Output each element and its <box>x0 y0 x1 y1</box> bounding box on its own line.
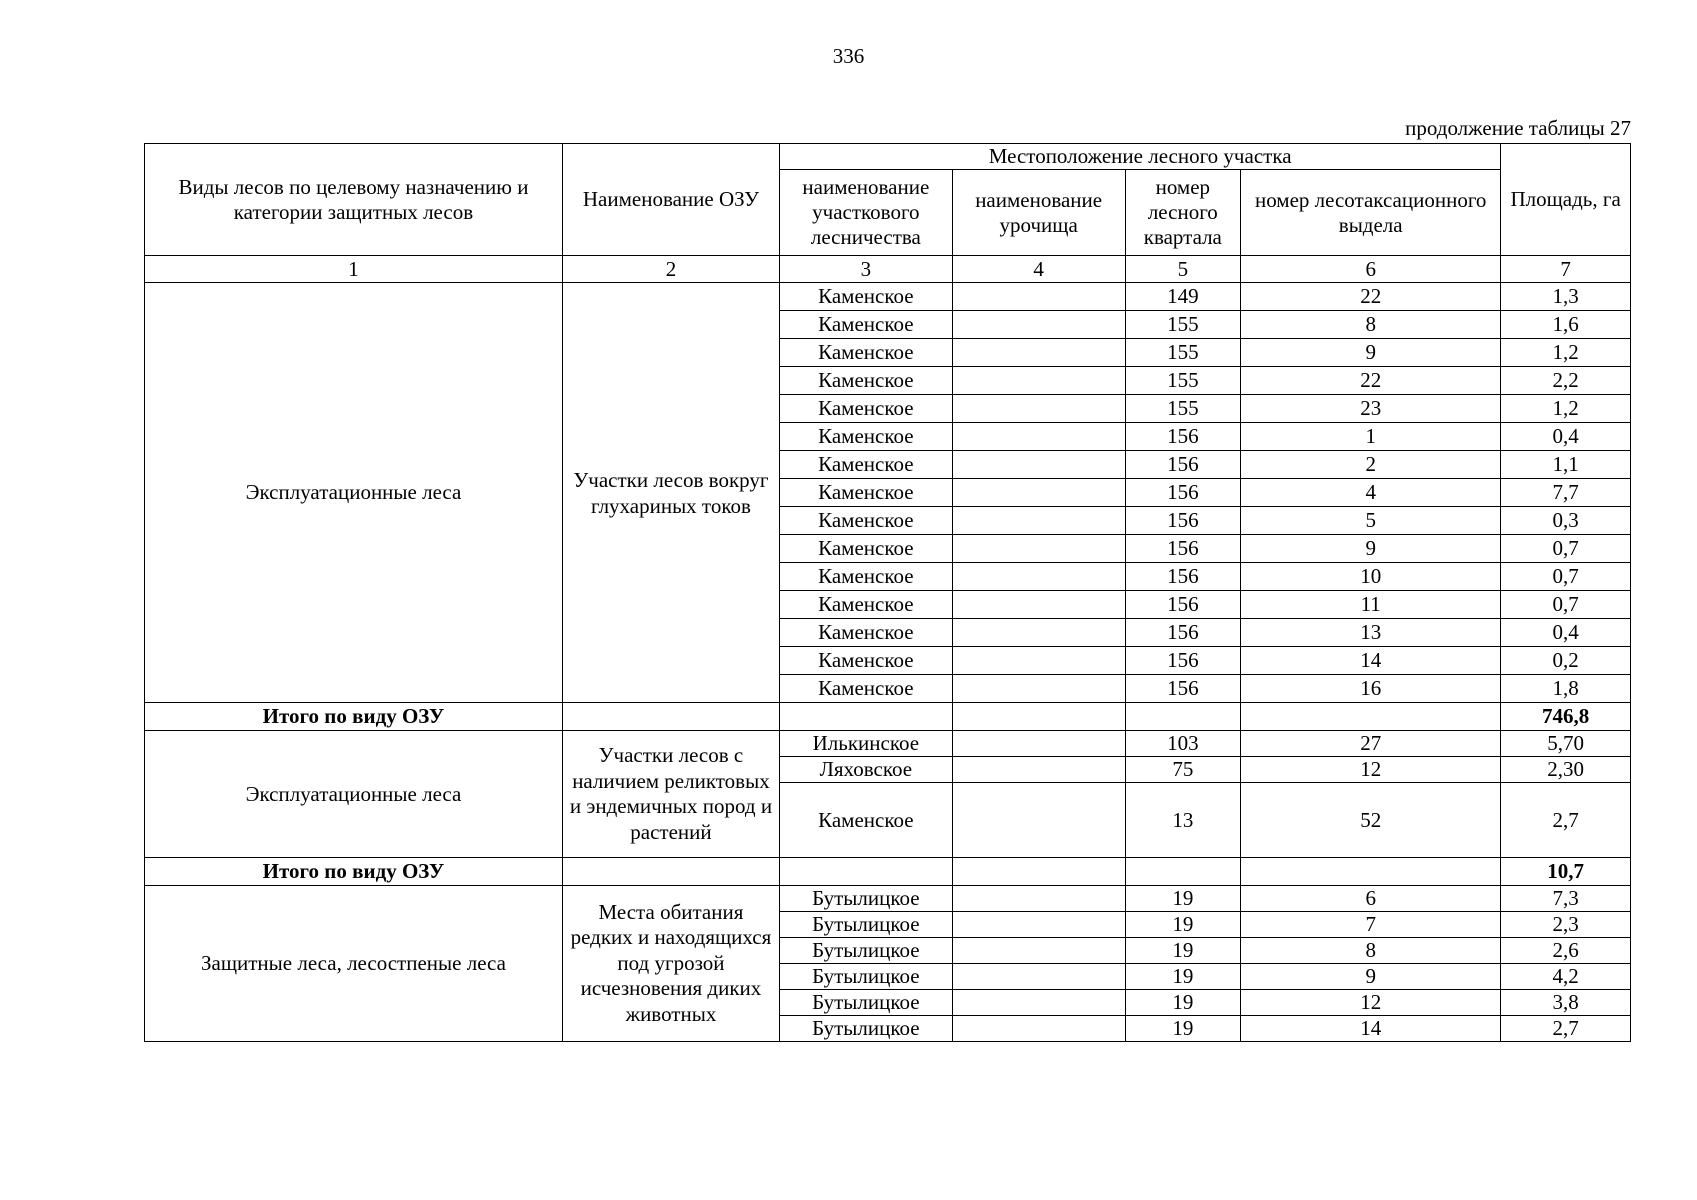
section-rare-animals <box>145 886 1631 1042</box>
plot-cell: 7 <box>1241 912 1501 938</box>
plot-cell: 22 <box>1241 283 1501 311</box>
plot-cell: 2 <box>1241 451 1501 479</box>
quarter-cell: 156 <box>1125 423 1241 451</box>
quarter-cell: 156 <box>1125 507 1241 535</box>
tract-cell <box>952 912 1125 938</box>
quarter-cell: 156 <box>1125 479 1241 507</box>
quarter-cell: 19 <box>1125 990 1241 1016</box>
plot-cell: 12 <box>1241 990 1501 1016</box>
ozu-name-cell: Участки лесов вокруг глухариных токов <box>562 283 779 703</box>
quarter-cell: 155 <box>1125 367 1241 395</box>
tract-cell <box>952 563 1125 591</box>
header-tract: наименование урочища <box>952 170 1125 256</box>
tract-cell <box>952 964 1125 990</box>
forestry-cell: Каменское <box>779 647 952 675</box>
tract-cell <box>952 783 1125 858</box>
tract-cell <box>952 675 1125 703</box>
total-row <box>145 858 1631 886</box>
quarter-cell: 19 <box>1125 912 1241 938</box>
area-cell: 7,3 <box>1501 886 1631 912</box>
column-number: 3 <box>779 256 952 283</box>
forestry-cell: Каменское <box>779 675 952 703</box>
tract-cell <box>952 395 1125 423</box>
quarter-cell: 75 <box>1125 757 1241 783</box>
quarter-cell: 156 <box>1125 563 1241 591</box>
plot-cell: 8 <box>1241 311 1501 339</box>
forestry-cell: Каменское <box>779 591 952 619</box>
area-cell: 1,2 <box>1501 395 1631 423</box>
plot-cell: 12 <box>1241 757 1501 783</box>
tract-cell <box>952 886 1125 912</box>
column-number: 2 <box>562 256 779 283</box>
area-cell: 0,7 <box>1501 591 1631 619</box>
plot-cell: 6 <box>1241 886 1501 912</box>
header-forest-type: Виды лесов по целевому назначению и категории защитных лесов <box>145 144 563 256</box>
area-cell: 2,2 <box>1501 367 1631 395</box>
quarter-cell: 155 <box>1125 339 1241 367</box>
tract-cell <box>952 1016 1125 1042</box>
forestry-cell: Бутылицкое <box>779 990 952 1016</box>
total-area: 10,7 <box>1501 858 1631 886</box>
forestry-cell: Каменское <box>779 535 952 563</box>
forestry-cell: Каменское <box>779 479 952 507</box>
quarter-cell: 149 <box>1125 283 1241 311</box>
forestry-cell: Ляховское <box>779 757 952 783</box>
total-area: 746,8 <box>1501 703 1631 731</box>
plot-cell: 23 <box>1241 395 1501 423</box>
empty-cell <box>779 703 952 731</box>
empty-cell <box>1125 703 1241 731</box>
section-grouse-leks <box>145 283 1631 731</box>
tract-cell <box>952 591 1125 619</box>
total-row <box>145 703 1631 731</box>
tract-cell <box>952 283 1125 311</box>
table-caption: продолжение таблицы 27 <box>1405 116 1631 140</box>
ozu-name-cell: Места обитания редких и находящихся под угрозой исчезновения диких животных <box>562 886 779 1042</box>
quarter-cell: 19 <box>1125 938 1241 964</box>
forestry-cell: Каменское <box>779 395 952 423</box>
plot-cell: 9 <box>1241 964 1501 990</box>
forestry-cell: Каменское <box>779 507 952 535</box>
area-cell: 1,1 <box>1501 451 1631 479</box>
area-cell: 1,2 <box>1501 339 1631 367</box>
area-cell: 2,6 <box>1501 938 1631 964</box>
tract-cell <box>952 938 1125 964</box>
plot-cell: 13 <box>1241 619 1501 647</box>
tract-cell <box>952 311 1125 339</box>
plot-cell: 10 <box>1241 563 1501 591</box>
column-number: 7 <box>1501 256 1631 283</box>
forestry-cell: Каменское <box>779 367 952 395</box>
quarter-cell: 156 <box>1125 675 1241 703</box>
forestry-cell: Каменское <box>779 339 952 367</box>
forest-table <box>144 143 1631 1042</box>
forest-type-cell: Защитные леса, лесостпеные леса <box>145 886 563 1042</box>
area-cell: 2,7 <box>1501 1016 1631 1042</box>
forest-type-cell: Эксплуатационные леса <box>145 283 563 703</box>
forestry-cell: Каменское <box>779 451 952 479</box>
plot-cell: 1 <box>1241 423 1501 451</box>
empty-cell <box>952 858 1125 886</box>
plot-cell: 4 <box>1241 479 1501 507</box>
area-cell: 3,8 <box>1501 990 1631 1016</box>
empty-cell <box>1125 858 1241 886</box>
forestry-cell: Бутылицкое <box>779 912 952 938</box>
empty-cell <box>952 703 1125 731</box>
quarter-cell: 13 <box>1125 783 1241 858</box>
column-number: 6 <box>1241 256 1501 283</box>
tract-cell <box>952 647 1125 675</box>
table-header <box>145 144 1631 283</box>
area-cell: 1,3 <box>1501 283 1631 311</box>
total-label: Итого по виду ОЗУ <box>145 858 563 886</box>
page-number: 336 <box>832 44 865 68</box>
area-cell: 1,8 <box>1501 675 1631 703</box>
area-cell: 1,6 <box>1501 311 1631 339</box>
forestry-cell: Каменское <box>779 423 952 451</box>
column-number: 4 <box>952 256 1125 283</box>
area-cell: 2,3 <box>1501 912 1631 938</box>
area-cell: 0,7 <box>1501 535 1631 563</box>
plot-cell: 9 <box>1241 339 1501 367</box>
empty-cell <box>562 858 779 886</box>
quarter-cell: 156 <box>1125 535 1241 563</box>
empty-cell <box>1241 858 1501 886</box>
empty-cell <box>779 858 952 886</box>
plot-cell: 8 <box>1241 938 1501 964</box>
area-cell: 0,4 <box>1501 619 1631 647</box>
area-cell: 0,4 <box>1501 423 1631 451</box>
column-number: 1 <box>145 256 563 283</box>
table-row <box>145 731 1631 757</box>
quarter-cell: 19 <box>1125 964 1241 990</box>
area-cell: 7,7 <box>1501 479 1631 507</box>
quarter-cell: 156 <box>1125 619 1241 647</box>
header-ozu-name: Наименование ОЗУ <box>562 144 779 256</box>
forestry-cell: Каменское <box>779 311 952 339</box>
header-quarter: номер лесного квартала <box>1125 170 1241 256</box>
empty-cell <box>1241 703 1501 731</box>
forestry-cell: Бутылицкое <box>779 938 952 964</box>
quarter-cell: 19 <box>1125 886 1241 912</box>
quarter-cell: 155 <box>1125 311 1241 339</box>
total-label: Итого по виду ОЗУ <box>145 703 563 731</box>
plot-cell: 5 <box>1241 507 1501 535</box>
tract-cell <box>952 535 1125 563</box>
quarter-cell: 156 <box>1125 647 1241 675</box>
area-cell: 0,7 <box>1501 563 1631 591</box>
area-cell: 4,2 <box>1501 964 1631 990</box>
plot-cell: 22 <box>1241 367 1501 395</box>
forestry-cell: Каменское <box>779 283 952 311</box>
forest-type-cell: Эксплуатационные леса <box>145 731 563 858</box>
plot-cell: 16 <box>1241 675 1501 703</box>
tract-cell <box>952 423 1125 451</box>
tract-cell <box>952 757 1125 783</box>
header-area: Площадь, га <box>1501 144 1631 256</box>
plot-cell: 9 <box>1241 535 1501 563</box>
ozu-name-cell: Участки лесов с наличием реликтовых и эндемичных пород и растений <box>562 731 779 858</box>
plot-cell: 52 <box>1241 783 1501 858</box>
tract-cell <box>952 451 1125 479</box>
tract-cell <box>952 479 1125 507</box>
quarter-cell: 156 <box>1125 591 1241 619</box>
section-relict-species <box>145 731 1631 886</box>
forestry-cell: Каменское <box>779 563 952 591</box>
forestry-cell: Каменское <box>779 783 952 858</box>
forestry-cell: Бутылицкое <box>779 1016 952 1042</box>
area-cell: 0,2 <box>1501 647 1631 675</box>
forestry-cell: Бутылицкое <box>779 964 952 990</box>
forestry-cell: Илькинское <box>779 731 952 757</box>
table-row <box>145 886 1631 912</box>
header-plot: номер лесотаксационного выдела <box>1241 170 1501 256</box>
area-cell: 5,70 <box>1501 731 1631 757</box>
quarter-cell: 19 <box>1125 1016 1241 1042</box>
tract-cell <box>952 990 1125 1016</box>
tract-cell <box>952 507 1125 535</box>
area-cell: 2,7 <box>1501 783 1631 858</box>
plot-cell: 11 <box>1241 591 1501 619</box>
table-row <box>145 283 1631 311</box>
tract-cell <box>952 731 1125 757</box>
quarter-cell: 156 <box>1125 451 1241 479</box>
empty-cell <box>562 703 779 731</box>
column-number: 5 <box>1125 256 1241 283</box>
plot-cell: 14 <box>1241 1016 1501 1042</box>
quarter-cell: 155 <box>1125 395 1241 423</box>
area-cell: 0,3 <box>1501 507 1631 535</box>
quarter-cell: 103 <box>1125 731 1241 757</box>
forestry-cell: Каменское <box>779 619 952 647</box>
forestry-cell: Бутылицкое <box>779 886 952 912</box>
area-cell: 2,30 <box>1501 757 1631 783</box>
plot-cell: 14 <box>1241 647 1501 675</box>
tract-cell <box>952 619 1125 647</box>
plot-cell: 27 <box>1241 731 1501 757</box>
header-location-group: Местоположение лесного участка <box>779 144 1500 170</box>
tract-cell <box>952 339 1125 367</box>
header-forestry: наименование участкового лесничества <box>779 170 952 256</box>
tract-cell <box>952 367 1125 395</box>
